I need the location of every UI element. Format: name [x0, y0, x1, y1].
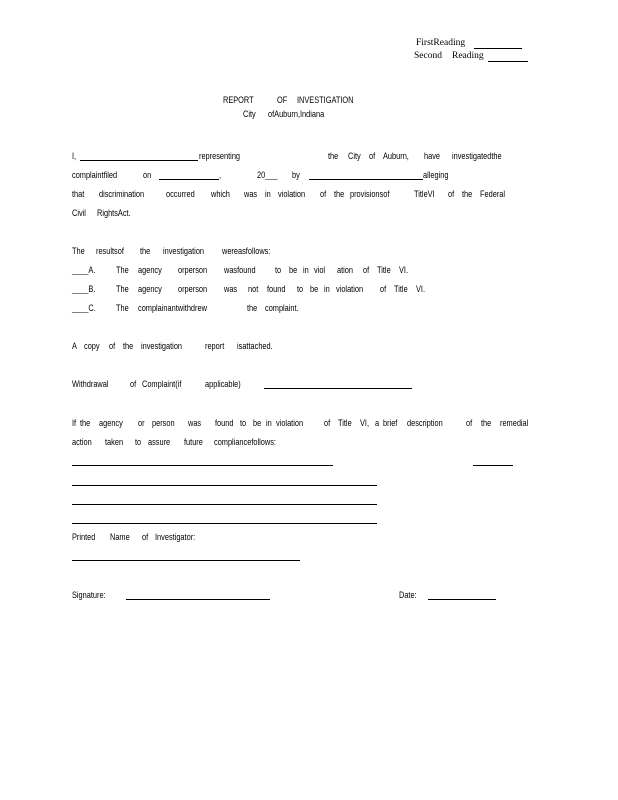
printed-name-blank[interactable]: [72, 560, 300, 561]
word: agency: [138, 284, 162, 294]
intro-representing: representing: [199, 151, 241, 161]
word: ____B.: [72, 284, 96, 294]
word: wasfound: [224, 265, 256, 275]
word: which: [211, 189, 230, 199]
signature-blank[interactable]: [126, 599, 270, 600]
word: isattached.: [237, 341, 273, 351]
word: the: [481, 418, 492, 428]
word: Title: [377, 265, 391, 275]
word: a: [375, 418, 380, 428]
word: VI.: [416, 284, 426, 294]
word: compliancefollows:: [214, 437, 276, 447]
word: ____A.: [72, 265, 96, 275]
word: Investigator:: [155, 532, 196, 542]
word: complaint.: [265, 303, 299, 313]
word: not: [248, 284, 259, 294]
word: ____C.: [72, 303, 96, 313]
intro-have: have: [424, 151, 441, 161]
intro-complaint-filed: complaintfiled: [72, 170, 118, 180]
remedial-blank-1b[interactable]: [473, 465, 513, 466]
intro-on: on: [143, 170, 152, 180]
word: provisionsof: [350, 189, 390, 199]
word: the: [80, 418, 91, 428]
word: of: [109, 341, 116, 351]
word: in: [324, 284, 330, 294]
word: copy: [84, 341, 100, 351]
intro-auburn: Auburn,: [383, 151, 409, 161]
word: report: [205, 341, 225, 351]
title-city: City: [243, 109, 256, 119]
intro-rights-act: RightsAct.: [97, 208, 131, 218]
date-label: Date:: [399, 590, 417, 600]
word: The: [116, 265, 129, 275]
word: A: [72, 341, 77, 351]
complainant-blank[interactable]: [309, 179, 423, 180]
title-investigation: INVESTIGATION: [297, 95, 354, 105]
word: occurred: [166, 189, 195, 199]
word: be: [289, 265, 298, 275]
word: the: [334, 189, 345, 199]
word: violation: [276, 418, 304, 428]
word: orperson: [178, 265, 208, 275]
remedial-blank-2[interactable]: [72, 485, 377, 486]
word: was: [224, 284, 238, 294]
investigator-name-blank[interactable]: [80, 160, 198, 161]
title-report: REPORT: [223, 95, 254, 105]
word: future: [184, 437, 203, 447]
signature-label: Signature:: [72, 590, 106, 600]
word: resultsof: [96, 246, 124, 256]
intro-city: City: [348, 151, 361, 161]
word: the: [140, 246, 151, 256]
word: of: [466, 418, 473, 428]
word: The: [116, 284, 129, 294]
word: of: [380, 284, 387, 294]
word: in: [266, 418, 272, 428]
withdrawal-blank[interactable]: [264, 388, 412, 389]
intro-alleging: alleging: [423, 170, 449, 180]
word: be: [310, 284, 319, 294]
word: Title: [394, 284, 408, 294]
complaint-date-blank[interactable]: [159, 179, 219, 180]
word: Printed: [72, 532, 96, 542]
intro-the: the: [328, 151, 339, 161]
word: discrimination: [99, 189, 145, 199]
word: to: [275, 265, 282, 275]
word: ation: [337, 265, 354, 275]
word: The: [72, 246, 85, 256]
word: VI.: [399, 265, 409, 275]
word: agency: [99, 418, 123, 428]
word: investigation: [163, 246, 205, 256]
word: Name: [110, 532, 130, 542]
word: of: [363, 265, 370, 275]
word: If: [72, 418, 77, 428]
word: complainantwithdrew: [138, 303, 207, 313]
word: found: [267, 284, 286, 294]
second-reading-label-2: Reading: [452, 51, 484, 61]
word: the: [462, 189, 473, 199]
word: investigation: [141, 341, 183, 351]
word: orperson: [178, 284, 208, 294]
second-reading-label: Second: [414, 51, 442, 61]
word: was: [188, 418, 202, 428]
word: to: [297, 284, 304, 294]
word: of: [324, 418, 331, 428]
word: violation: [336, 284, 364, 294]
word: person: [152, 418, 175, 428]
word: of: [142, 532, 149, 542]
intro-of: of: [369, 151, 376, 161]
first-reading-blank[interactable]: [474, 48, 522, 49]
word: of: [320, 189, 327, 199]
word: description: [407, 418, 443, 428]
intro-i: I,: [72, 151, 77, 161]
first-reading-label: FirstReading: [416, 38, 466, 48]
intro-investigated: investigatedthe: [452, 151, 502, 161]
word: agency: [138, 265, 162, 275]
word: Title: [338, 418, 352, 428]
word: to: [135, 437, 142, 447]
remedial-blank-1[interactable]: [72, 465, 333, 466]
word: violation: [278, 189, 306, 199]
word: of: [448, 189, 455, 199]
remedial-blank-4[interactable]: [72, 523, 377, 524]
second-reading-blank[interactable]: [488, 61, 528, 62]
title-of: OF: [277, 95, 288, 105]
word: was: [244, 189, 258, 199]
word: wereasfollows:: [222, 246, 271, 256]
word: taken: [105, 437, 124, 447]
word: in: [265, 189, 271, 199]
word: Federal: [480, 189, 506, 199]
word: Complaint(if: [142, 379, 182, 389]
word: brief: [383, 418, 398, 428]
word: VI,: [360, 418, 370, 428]
word: be: [253, 418, 262, 428]
word: in: [303, 265, 309, 275]
word: the: [247, 303, 258, 313]
title-city-name: ofAuburn,Indiana: [268, 109, 325, 119]
word: to: [240, 418, 247, 428]
word: found: [215, 418, 234, 428]
word: TitleVI: [414, 189, 435, 199]
word: that: [72, 189, 85, 199]
word: assure: [148, 437, 171, 447]
word: viol: [314, 265, 326, 275]
intro-by: by: [292, 170, 300, 180]
word: the: [123, 341, 134, 351]
word: Withdrawal: [72, 379, 109, 389]
intro-civil: Civil: [72, 208, 86, 218]
word: of: [130, 379, 137, 389]
word: remedial: [500, 418, 529, 428]
word: action: [72, 437, 92, 447]
word: The: [116, 303, 129, 313]
remedial-blank-3[interactable]: [72, 504, 377, 505]
intro-year: 20___: [257, 170, 278, 180]
date-blank[interactable]: [428, 599, 496, 600]
word: or: [138, 418, 145, 428]
intro-comma: ,: [219, 170, 222, 180]
word: applicable): [205, 379, 241, 389]
